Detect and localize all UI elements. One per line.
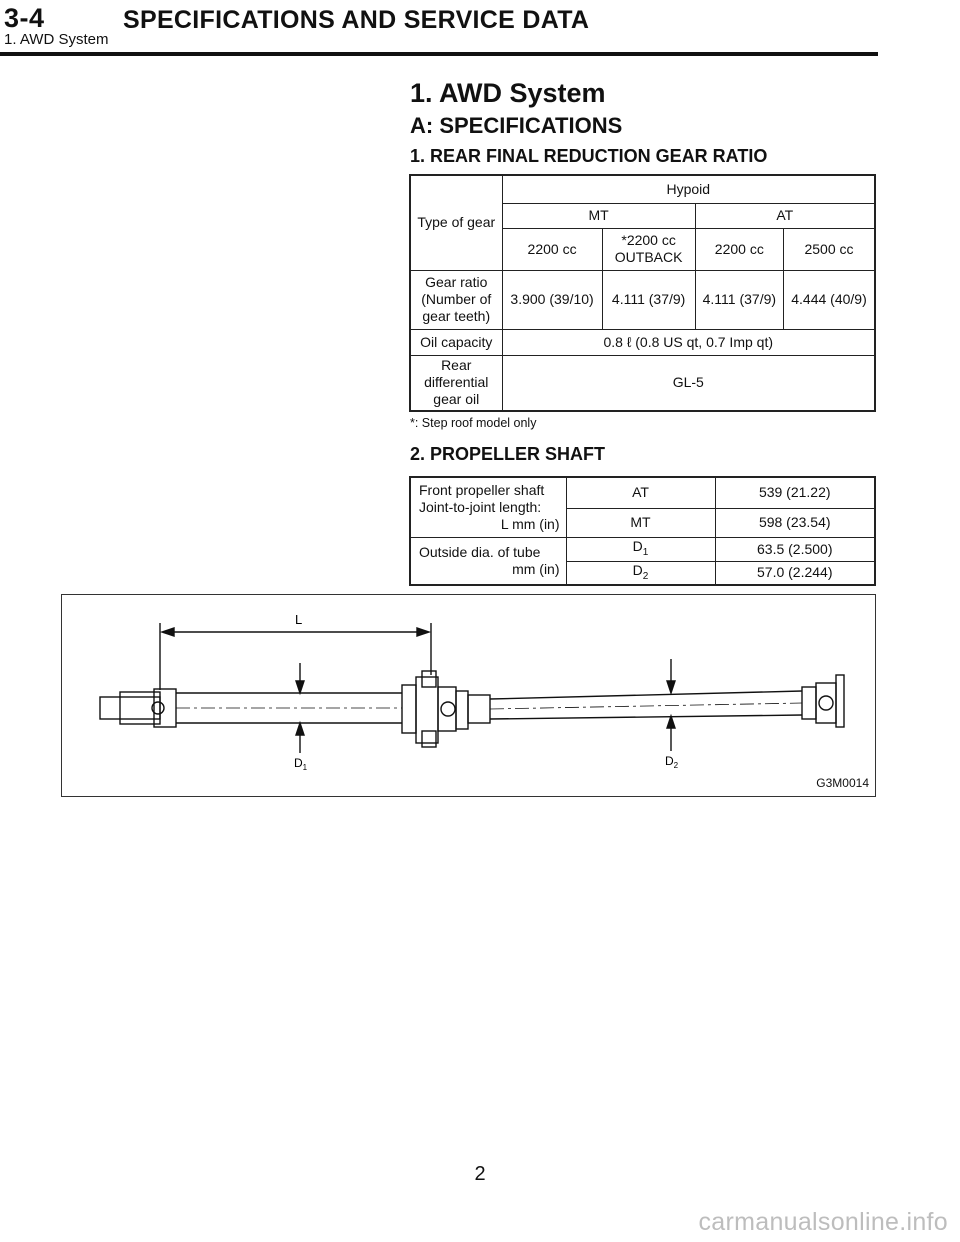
outside-dia-unit: mm (in)	[512, 560, 560, 577]
header-subtitle: 1. AWD System	[4, 31, 109, 48]
joint-length-label-line: Front propeller shaft	[419, 481, 545, 498]
gear-oil-value: GL-5	[502, 355, 875, 411]
joint-length-unit: L mm (in)	[500, 515, 560, 532]
joint-length-label-line: Joint-to-joint length:	[419, 498, 542, 515]
joint-length-label	[410, 477, 566, 537]
outside-dia-label-line: Outside dia. of tube	[419, 543, 541, 560]
label-l: L	[295, 612, 303, 627]
gear-ratio-value: 3.900 (39/10)	[502, 270, 602, 329]
subsection-heading-propeller-shaft: 2. PROPELLER SHAFT	[410, 444, 606, 464]
model-cell: 2200 cc	[695, 228, 783, 270]
d2-label: $D_2$	[566, 561, 715, 585]
propeller-shaft-drawing	[62, 595, 877, 798]
page-title: 1. AWD System	[410, 78, 606, 108]
oil-capacity-value: 0.8 ℓ (0.8 US qt, 0.7 Imp qt)	[502, 329, 875, 355]
gear-ratio-table	[409, 174, 876, 412]
d2-value: 57.0 (2.244)	[715, 561, 875, 585]
header-title: SPECIFICATIONS AND SERVICE DATA	[123, 6, 590, 34]
page-number: 2	[474, 1163, 486, 1185]
footnote: *: Step roof model only	[410, 416, 537, 430]
outside-dia-label	[410, 537, 566, 585]
model-cell: 2500 cc	[784, 228, 875, 270]
header-rule	[0, 52, 878, 56]
mt-length-value: 598 (23.54)	[715, 508, 875, 537]
figure-code: G3M0014	[816, 776, 869, 790]
gear-ratio-label: Gear ratio (Number of gear teeth)	[410, 270, 502, 329]
watermark: carmanualsonline.info	[698, 1208, 948, 1236]
section-heading: A: SPECIFICATIONS	[410, 113, 623, 138]
at-length-value: 539 (21.22)	[715, 477, 875, 508]
at-header: AT	[695, 203, 875, 228]
propeller-shaft-figure	[61, 594, 876, 797]
section-number: 3-4	[4, 3, 45, 33]
gear-ratio-value: 4.111 (37/9)	[695, 270, 783, 329]
type-of-gear-value: Hypoid	[502, 175, 875, 203]
d1-label: $D_1$	[566, 537, 715, 561]
label-d2: $D_2$	[665, 754, 679, 770]
gear-ratio-value: 4.111 (37/9)	[602, 270, 695, 329]
gear-oil-label: Rear differential gear oil	[410, 355, 502, 411]
page-header	[0, 0, 960, 60]
model-cell: 2200 cc	[502, 228, 602, 270]
mt-label: MT	[566, 508, 715, 537]
model-cell: *2200 cc OUTBACK	[602, 228, 695, 270]
propeller-shaft-table	[409, 476, 876, 586]
mt-header: MT	[502, 203, 695, 228]
oil-capacity-label: Oil capacity	[410, 329, 502, 355]
gear-ratio-value: 4.444 (40/9)	[784, 270, 875, 329]
label-d1: $D_1$	[294, 756, 308, 772]
d1-value: 63.5 (2.500)	[715, 537, 875, 561]
at-label: AT	[566, 477, 715, 508]
subsection-heading-gear-ratio: 1. REAR FINAL REDUCTION GEAR RATIO	[410, 146, 768, 166]
type-of-gear-label: Type of gear	[410, 175, 502, 270]
